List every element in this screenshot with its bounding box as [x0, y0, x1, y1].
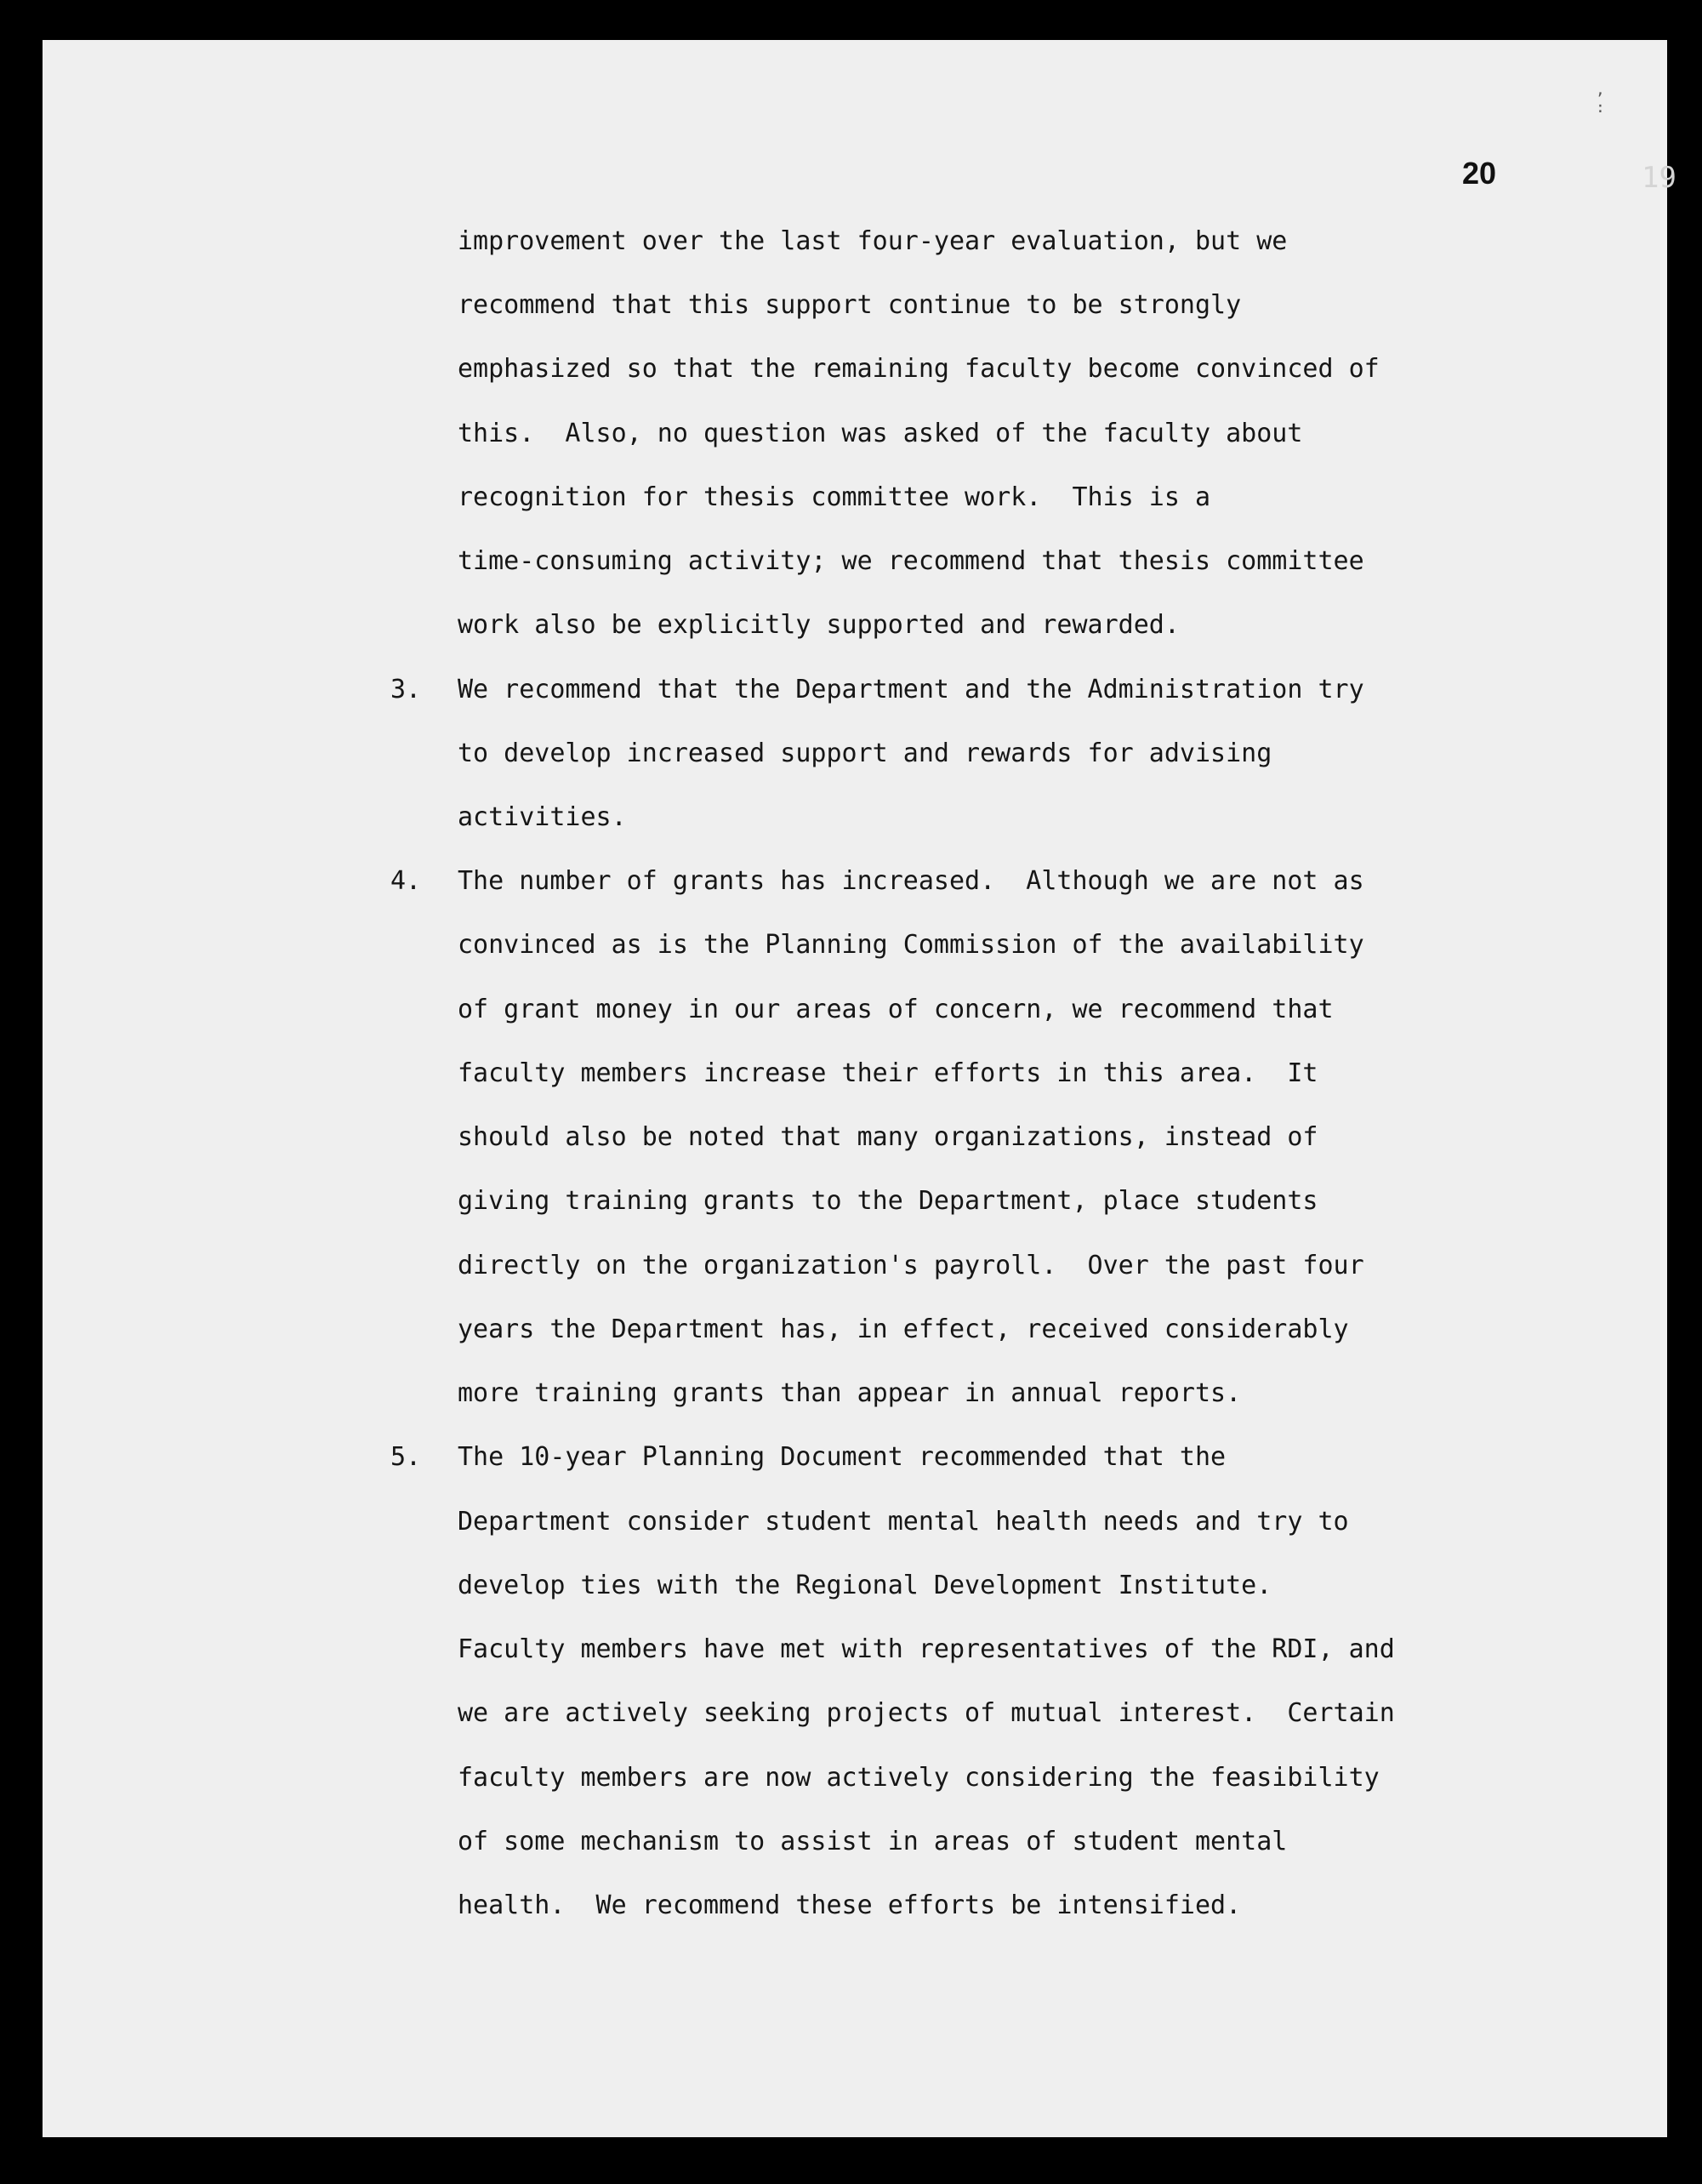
- page-specks: , :: [1596, 81, 1656, 117]
- text-line: The 10-year Planning Document recommended that the: [458, 1442, 1227, 1472]
- list-marker: 3.: [390, 675, 422, 704]
- bleed-through-page-number: 19: [1642, 161, 1676, 195]
- list-marker: 5.: [390, 1442, 422, 1472]
- text-line: develop ties with the Regional Development Institute.: [458, 1571, 1272, 1600]
- text-line: We recommend that the Department and the Administration try: [458, 675, 1364, 704]
- text-line: activities.: [458, 802, 627, 832]
- text-line: health. We recommend these efforts be intensified.: [458, 1890, 1242, 1920]
- text-line: emphasized so that the remaining faculty become convinced of: [458, 354, 1380, 384]
- text-line: time-consuming activity; we recommend that thesis committee: [458, 546, 1364, 576]
- text-line: recognition for thesis committee work. This is a: [458, 482, 1211, 512]
- text-line: Faculty members have met with representatives of the RDI, and: [458, 1634, 1395, 1664]
- text-line: work also be explicitly supported and rewarded.: [458, 610, 1180, 640]
- text-line: improvement over the last four-year evaluation, but we: [458, 226, 1288, 256]
- text-line: we are actively seeking projects of mutual interest. Certain: [458, 1698, 1395, 1728]
- text-line: faculty members increase their efforts in this area. It: [458, 1058, 1318, 1088]
- text-line: recommend that this support continue to be strongly: [458, 290, 1242, 320]
- text-line: years the Department has, in effect, received considerably: [458, 1314, 1349, 1344]
- page-number: 20: [1462, 156, 1497, 191]
- text-line: this. Also, no question was asked of the faculty about: [458, 419, 1303, 448]
- document-page: [43, 40, 1676, 2137]
- text-line: The number of grants has increased. Although we are not as: [458, 866, 1364, 896]
- list-marker: 4.: [390, 866, 422, 896]
- text-line: convinced as is the Planning Commission of the availability: [458, 930, 1364, 960]
- text-line: faculty members are now actively considering the feasibility: [458, 1763, 1380, 1793]
- text-line: of some mechanism to assist in areas of student mental: [458, 1827, 1288, 1856]
- text-line: should also be noted that many organizations, instead of: [458, 1122, 1318, 1152]
- text-line: giving training grants to the Department, place students: [458, 1186, 1318, 1216]
- text-line: of grant money in our areas of concern, we recommend that: [458, 995, 1334, 1024]
- text-line: to develop increased support and rewards for advising: [458, 738, 1272, 768]
- text-line: Department consider student mental health needs and try to: [458, 1507, 1349, 1537]
- text-line: directly on the organization's payroll. Over the past four: [458, 1251, 1364, 1280]
- text-line: more training grants than appear in annual reports.: [458, 1378, 1242, 1408]
